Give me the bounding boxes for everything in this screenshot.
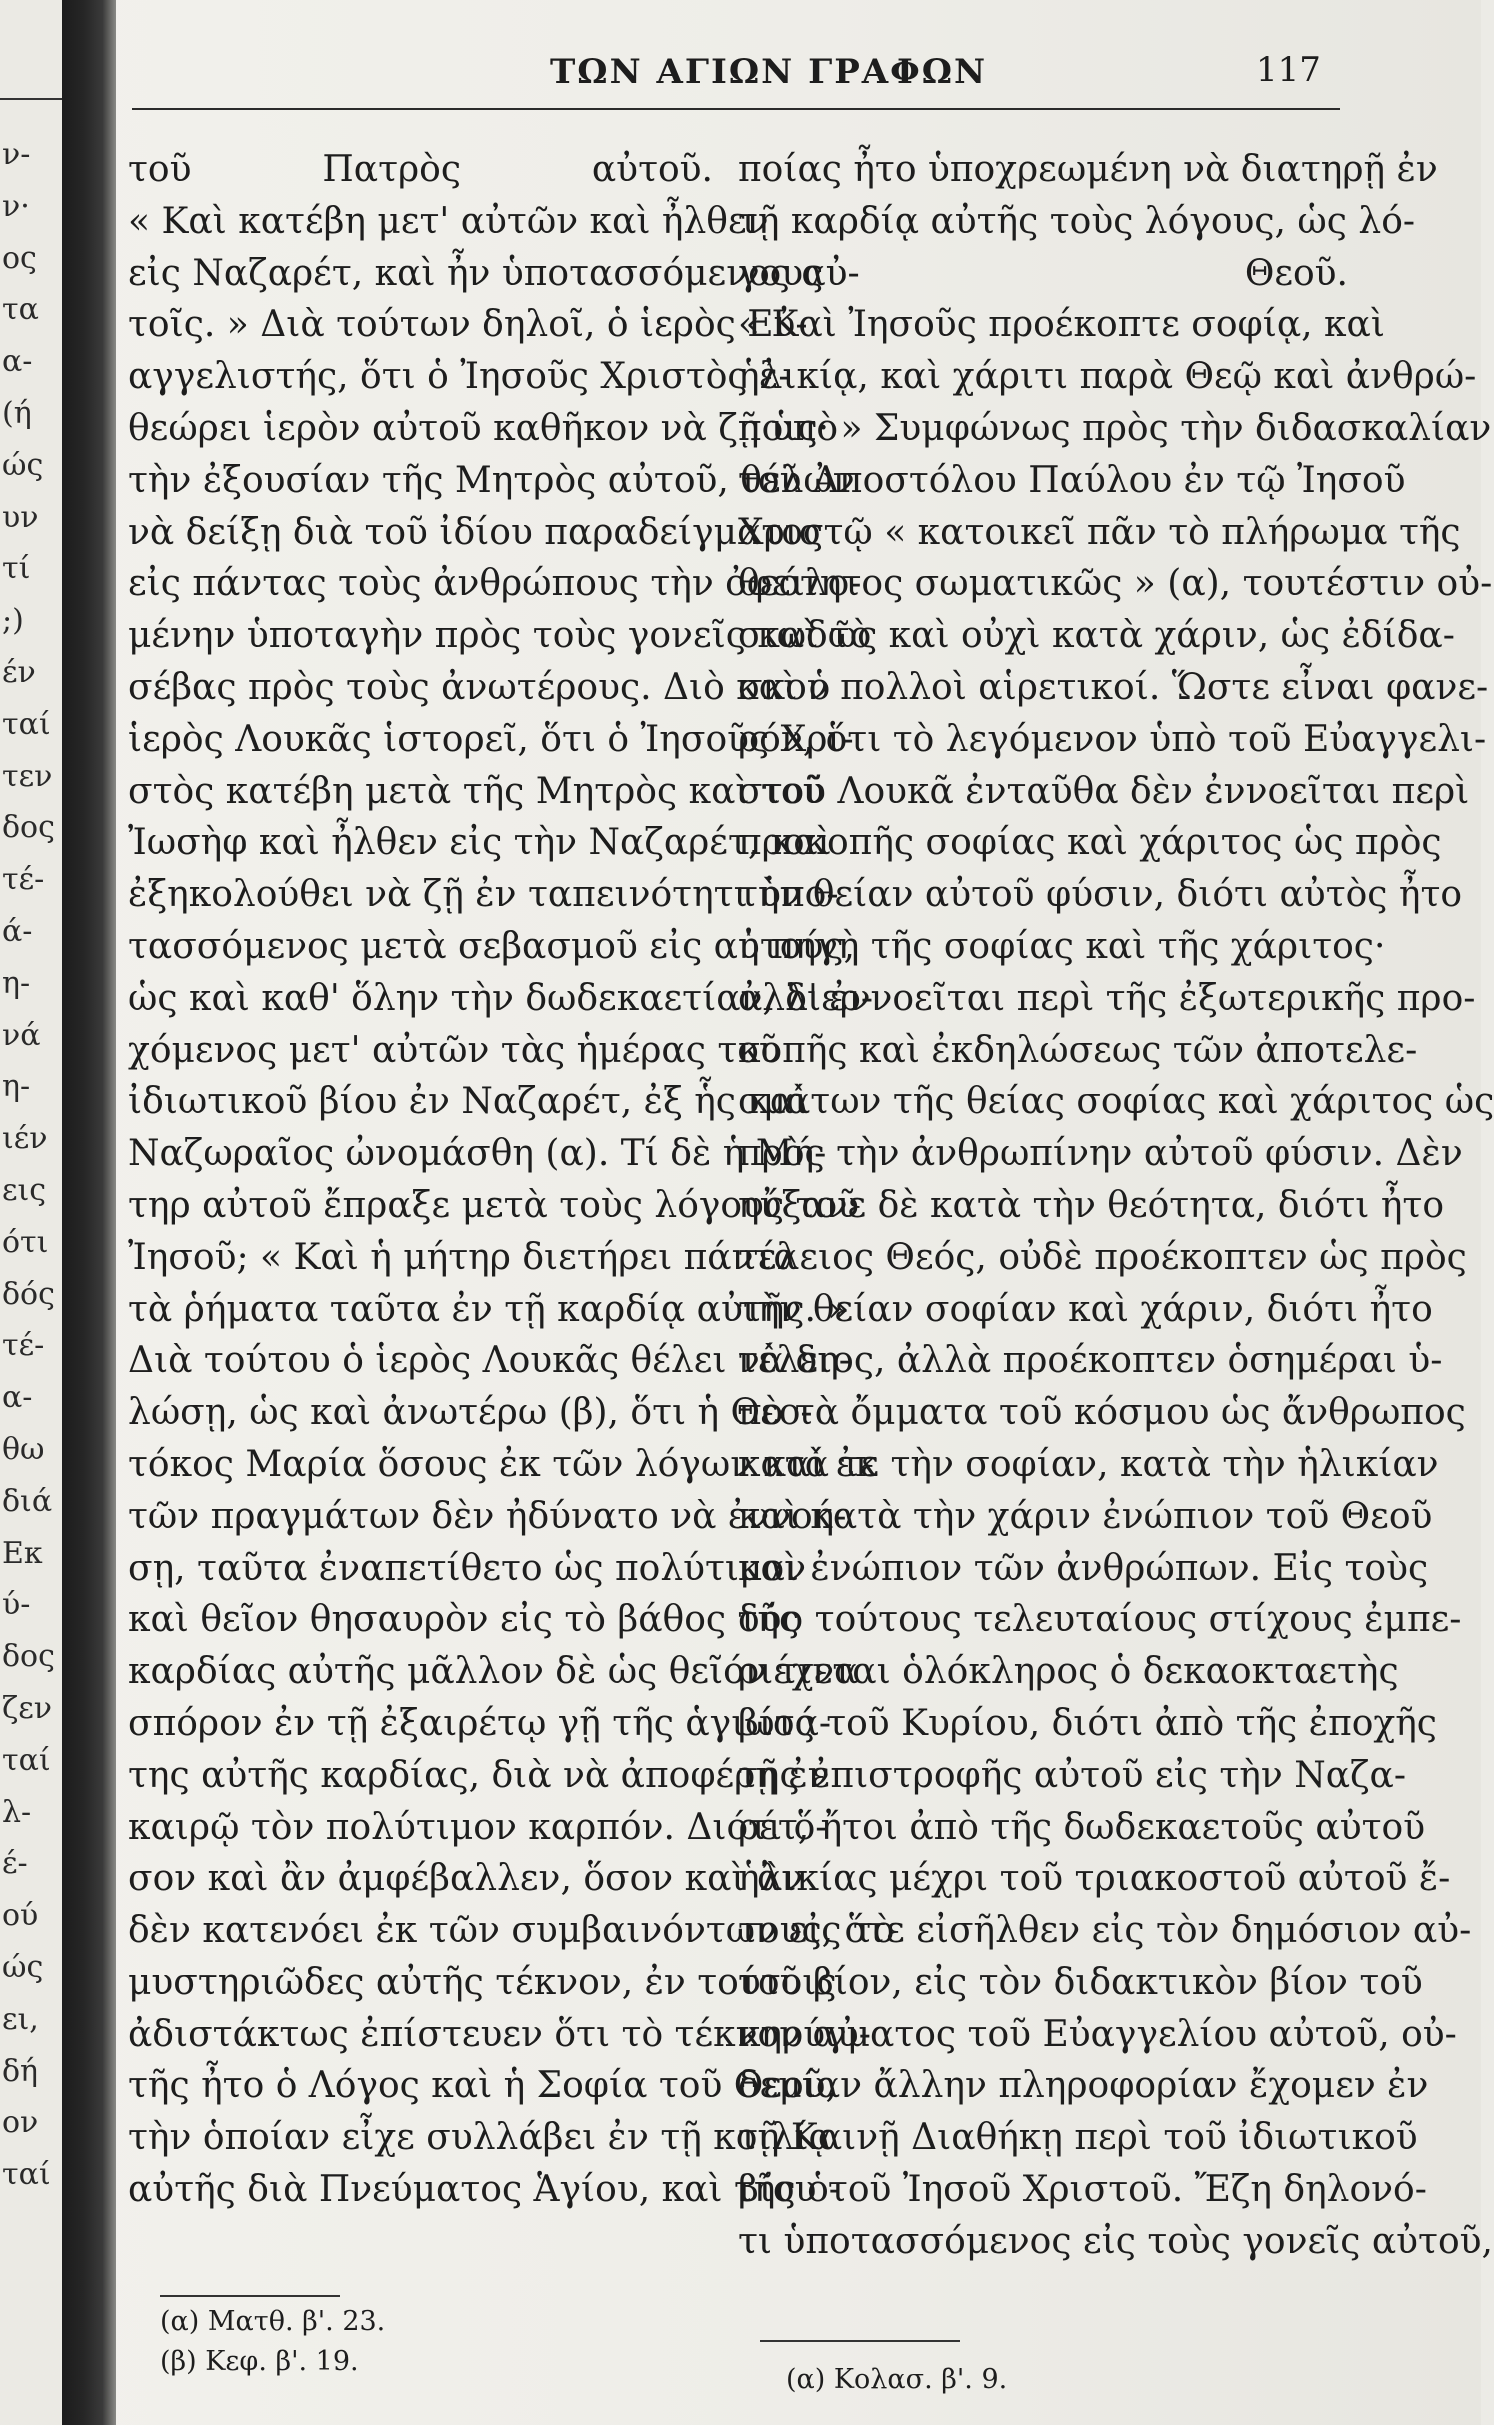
text-line: πὸ τὰ ὄμματα τοῦ κόσμου ὡς ἄνθρωπος (738, 1392, 1466, 1434)
margin-fragment: θω (2, 1432, 45, 1467)
text-line: τῶν πραγμάτων δὲν ἠδύνατο νὰ ἐννοή- (128, 1495, 847, 1537)
text-line: κηρύγματος τοῦ Εὐαγγελίου αὐτοῦ, οὐ- (738, 2013, 1457, 2055)
page-number: 117 (1256, 50, 1321, 90)
footnote: (α) Ματθ. β'. 23. (160, 2306, 386, 2337)
margin-fragment: ότι (2, 1224, 49, 1260)
text-line: δὲν κατενόει ἐκ τῶν συμβαινόντων εἰς τὸ (128, 1910, 895, 1952)
text-line: ἀλλ' ἐννοεῖται περὶ τῆς ἐξωτερικῆς προ- (738, 977, 1476, 1019)
text-line: ἰδιωτικοῦ βίου ἐν Ναζαρέτ, ἐξ ἧς καὶ (128, 1081, 809, 1123)
margin-fragment: τα (2, 292, 39, 328)
text-line: ἡλικίας μέχρι τοῦ τριακοστοῦ αὐτοῦ ἔ- (738, 1858, 1451, 1900)
text-line: κοπῆς καὶ ἐκδηλώσεως τῶν ἀποτελε- (738, 1029, 1418, 1071)
text-line: καὶ ἐνώπιον τῶν ἀνθρώπων. Εἰς τοὺς (738, 1547, 1429, 1589)
text-line: σκον πολλοὶ αἱρετικοί. Ὥστε εἶναι φανε- (738, 666, 1489, 708)
margin-fragment: ταί (2, 706, 51, 742)
text-line: καὶ κατὰ τὴν χάριν ἐνώπιον τοῦ Θεοῦ (738, 1495, 1433, 1537)
text-line: ἡλικίᾳ, καὶ χάριτι παρὰ Θεῷ καὶ ἀνθρώ- (738, 356, 1477, 398)
margin-fragment: ;) (2, 603, 24, 639)
text-line: γους Θεοῦ. (738, 252, 1348, 294)
text-line: τους, ὅτε εἰσῆλθεν εἰς τὸν δημόσιον αὐ- (738, 1910, 1472, 1952)
text-line: θεώρει ἱερὸν αὐτοῦ καθῆκον νὰ ζῇ ὑπὸ (128, 407, 839, 449)
text-line: τῆς ἦτο ὁ Λόγος καὶ ἡ Σοφία τοῦ Θεοῦ, (128, 2065, 837, 2107)
margin-fragment: δή (2, 2053, 39, 2089)
margin-fragment: (ή (2, 396, 32, 431)
previous-page-rule (0, 98, 62, 100)
margin-fragment: ταί (2, 1742, 51, 1778)
text-line: μένην ὑποταγὴν πρὸς τοὺς γονεῖς καὶ τὸ (128, 615, 872, 657)
text-line: λώσῃ, ὡς καὶ ἀνωτέρω (β), ὅτι ἡ Θεο- (128, 1392, 813, 1434)
text-line: βίος τοῦ Κυρίου, διότι ἀπὸ τῆς ἐποχῆς (738, 1702, 1437, 1744)
margin-fragment: νά (2, 1017, 41, 1053)
margin-fragment: τέ- (2, 1328, 45, 1364)
text-line: τοῦ Πατρὸς αὐτοῦ. (128, 149, 713, 190)
left-text-column (128, 144, 895, 2216)
margin-fragment: ν· (2, 188, 30, 224)
margin-fragment: ά- (2, 914, 33, 949)
running-title: ΤΩΝ ΑΓΙΩΝ ΓΡΑΦΩΝ (550, 52, 988, 92)
text-line: αγγελιστής, ὅτι ὁ Ἰησοῦς Χριστὸς ἐ- (128, 356, 791, 398)
margin-fragment: ού (2, 1898, 39, 1934)
margin-fragment: ιέν (2, 1121, 48, 1157)
margin-fragment: ζεν (2, 1691, 53, 1726)
margin-fragment: ύ- (2, 1587, 31, 1623)
text-line: τοῖς. » Διὰ τούτων δηλοῖ, ὁ ἱερὸς Εὐ- (128, 304, 808, 346)
text-line: της αὐτῆς καρδίας, διὰ νὰ ἀποφέρῃ ἐν (128, 1754, 830, 1796)
text-line: τι ὑποτασσόμενος εἰς τοὺς γονεῖς αὐτοῦ, (738, 2220, 1493, 2262)
text-line: τέλειος, ἀλλὰ προέκοπτεν ὁσημέραι ὑ- (738, 1340, 1443, 1382)
text-line: τὴν ἐξουσίαν τῆς Μητρὸς αὐτοῦ, θέλων (128, 459, 855, 501)
text-line: ποις· » Συμφώνως πρὸς τὴν διδασκαλίαν (738, 407, 1492, 449)
text-line: τὴν ὁποίαν εἶχε συλλάβει ἐν τῇ κοιλίᾳ (128, 2117, 833, 2159)
margin-fragment: έν (2, 655, 36, 690)
text-line: εἰς πάντας τοὺς ἀνθρώπους τὴν ὀφειλο- (128, 563, 862, 605)
text-line: ρέτ, ἤτοι ἀπὸ τῆς δωδεκαετοῦς αὐτοῦ (738, 1806, 1426, 1848)
margin-fragment: ει, (2, 2001, 39, 2037)
text-line: « Καὶ Ἰησοῦς προέκοπτε σοφίᾳ, καὶ (738, 304, 1385, 346)
text-line: χόμενος μετ' αὐτῶν τὰς ἡμέρας τοῦ (128, 1029, 781, 1071)
margin-fragment: δός (2, 1276, 55, 1312)
margin-fragment: ώς (2, 447, 44, 483)
right-footnote-rule (760, 2340, 960, 2342)
margin-fragment: τεν (2, 758, 53, 794)
text-line: Διὰ τούτου ὁ ἱερὸς Λουκᾶς θέλει νὰ δη- (128, 1340, 851, 1382)
left-footnote-rule (160, 2295, 340, 2297)
margin-fragment: διά (2, 1483, 53, 1519)
margin-fragment: τί (2, 551, 31, 587)
previous-page-edge (0, 0, 62, 2425)
text-line: καιρῷ τὸν πολύτιμον καρπόν. Διότι ὅ- (128, 1806, 828, 1848)
text-line: θεότητος σωματικῶς » (α), τουτέστιν οὐ- (738, 563, 1493, 605)
text-line: στὸς κατέβη μετὰ τῆς Μητρὸς καὶ τοῦ (128, 770, 825, 812)
margin-fragment: λ- (2, 1794, 32, 1830)
text-line: Χριστῷ « κατοικεῖ πᾶν τὸ πλήρωμα τῆς (738, 511, 1461, 553)
right-text-column (738, 144, 1494, 2268)
text-line: ριέχεται ὁλόκληρος ὁ δεκαοκταετὴς (738, 1651, 1399, 1693)
text-line: Ἰωσὴφ καὶ ἦλθεν εἰς τὴν Ναζαρέτ, καὶ (128, 822, 832, 864)
text-line: ὡς καὶ καθ' ὅλην τὴν δωδεκαετίαν, διερ- (128, 977, 874, 1019)
text-line: καὶ θεῖον θησαυρὸν εἰς τὸ βάθος τῆς (128, 1599, 800, 1641)
text-line: ἱερὸς Λουκᾶς ἱστορεῖ, ὅτι ὁ Ἰησοῦς Χρι- (128, 718, 854, 760)
margin-fragment: η- (2, 965, 31, 1001)
text-line: σέβας πρὸς τοὺς ἀνωτέρους. Διὸ καὶ ὁ (128, 666, 831, 708)
text-line: καρδίας αὐτῆς μᾶλλον δὲ ὡς θεῖόν τινα (128, 1651, 859, 1693)
margin-fragment: ον (2, 2105, 39, 2141)
text-line: τοῦ βίον, εἰς τὸν διδακτικὸν βίον τοῦ (738, 1961, 1423, 2003)
text-line: « Καὶ κατέβη μετ' αὐτῶν καὶ ἦλθεν (128, 200, 769, 242)
margin-fragment: δος (2, 810, 55, 846)
margin-fragment: ος (2, 240, 37, 276)
text-line: Ἰησοῦ; « Καὶ ἡ μήτηρ διετήρει πάντα (128, 1236, 798, 1278)
margin-fragment: α- (2, 1380, 33, 1416)
text-line: ἡ πηγὴ τῆς σοφίας καὶ τῆς χάριτος· (738, 925, 1386, 967)
text-line: ποίας ἦτο ὑποχρεωμένη νὰ διατηρῇ ἐν (738, 149, 1438, 190)
text-line: δύο τούτους τελευταίους στίχους ἐμπε- (738, 1599, 1462, 1641)
text-line: τόκος Μαρία ὅσους ἐκ τῶν λόγων καὶ ἐκ (128, 1443, 878, 1485)
text-line: σον καὶ ἂν ἀμφέβαλλεν, ὅσον καὶ ἂν (128, 1858, 804, 1900)
text-line: κατά τε τὴν σοφίαν, κατὰ τὴν ἡλικίαν (738, 1443, 1439, 1485)
margin-fragment: α- (2, 344, 33, 380)
text-line: τὴν θείαν αὐτοῦ φύσιν, διότι αὐτὸς ἦτο (738, 874, 1463, 916)
text-line: Ναζωραῖος ὠνομάσθη (α). Τί δὲ ἡ Μή- (128, 1133, 827, 1175)
margin-fragment: η- (2, 1069, 31, 1105)
text-line: αὐτῆς διὰ Πνεύματος Ἁγίου, καὶ τῆς ὁ- (128, 2169, 841, 2211)
text-line: τῇ Καινῇ Διαθήκῃ περὶ τοῦ ἰδιωτικοῦ (738, 2117, 1418, 2159)
text-line: μυστηριῶδες αὐτῆς τέκνον, ἐν τούτοις (128, 1961, 837, 2003)
margin-fragment: Εκ (2, 1535, 43, 1571)
text-line: τοῦ Ἀποστόλου Παύλου ἐν τῷ Ἰησοῦ (738, 459, 1406, 501)
left-footnotes (160, 2302, 385, 2382)
text-line: ρόν, ὅτι τὸ λεγόμενον ὑπὸ τοῦ Εὐαγγελι- (738, 718, 1487, 760)
margin-fragment: ώς (2, 1950, 44, 1985)
margin-fragment: ταί (2, 2157, 51, 2193)
text-line: προκοπῆς σοφίας καὶ χάριτος ὡς πρὸς (738, 822, 1442, 864)
margin-fragment: ν- (2, 137, 31, 172)
text-line: νὰ δείξῃ διὰ τοῦ ἰδίου παραδείγματος (128, 511, 824, 553)
header-rule (132, 108, 1340, 110)
text-line: ἀδιστάκτως ἐπίστευεν ὅτι τὸ τέκνον αὐ- (128, 2013, 871, 2055)
text-line: εἰς Ναζαρέτ, καὶ ἦν ὑποτασσόμενος αὐ- (128, 252, 860, 294)
text-line: ἐξηκολούθει νὰ ζῇ ἐν ταπεινότητι ὑπο- (128, 874, 839, 916)
text-line: δεμίαν ἄλλην πληροφορίαν ἔχομεν ἐν (738, 2065, 1429, 2107)
margin-fragment: δος (2, 1639, 55, 1675)
text-line: τῇ καρδίᾳ αὐτῆς τοὺς λόγους, ὡς λό- (738, 200, 1416, 242)
text-line: τέλειος Θεός, οὐδὲ προέκοπτεν ὡς πρὸς (738, 1236, 1467, 1278)
margin-fragment: τέ- (2, 862, 45, 898)
margin-fragment: έ- (2, 1846, 28, 1882)
margin-fragment: υν (2, 499, 39, 535)
text-line: τὰ ῥήματα ταῦτα ἐν τῇ καρδίᾳ αὐτῆς. » (128, 1288, 850, 1330)
text-line: τῆς ἐπιστροφῆς αὐτοῦ εἰς τὴν Ναζα- (738, 1754, 1406, 1796)
text-line: βίου τοῦ Ἰησοῦ Χριστοῦ. Ἔζη δηλονό- (738, 2169, 1427, 2211)
text-line: ηὔξανε δὲ κατὰ τὴν θεότητα, διότι ἦτο (738, 1184, 1444, 1226)
text-line: τὴν θείαν σοφίαν καὶ χάριν, διότι ἦτο (738, 1288, 1433, 1330)
text-line: στοῦ Λουκᾶ ἐνταῦθα δὲν ἐννοεῖται περὶ (738, 770, 1470, 812)
text-line: τηρ αὐτοῦ ἔπραξε μετὰ τοὺς λόγους τοῦ (128, 1184, 860, 1226)
binding-gutter (62, 0, 116, 2425)
text-line: σιωδῶς καὶ οὐχὶ κατὰ χάριν, ὡς ἐδίδα- (738, 615, 1455, 657)
footnote: (β) Κεφ. β'. 19. (160, 2346, 359, 2377)
text-line: σμάτων τῆς θείας σοφίας καὶ χάριτος ὡς (738, 1081, 1494, 1123)
text-line: σῃ, ταῦτα ἐναπετίθετο ὡς πολύτιμον (128, 1547, 807, 1589)
text-line: πρὸς τὴν ἀνθρωπίνην αὐτοῦ φύσιν. Δὲν (738, 1133, 1463, 1175)
text-line: σπόρον ἐν τῇ ἐξαιρέτῳ γῇ τῆς ἁγιωτά- (128, 1702, 832, 1744)
margin-fragment: εις (2, 1173, 47, 1208)
right-footnotes (786, 2360, 1007, 2400)
text-line: τασσόμενος μετὰ σεβασμοῦ εἰς αὐτούς, (128, 925, 855, 967)
footnote: (α) Κολασ. β'. 9. (786, 2364, 1008, 2395)
